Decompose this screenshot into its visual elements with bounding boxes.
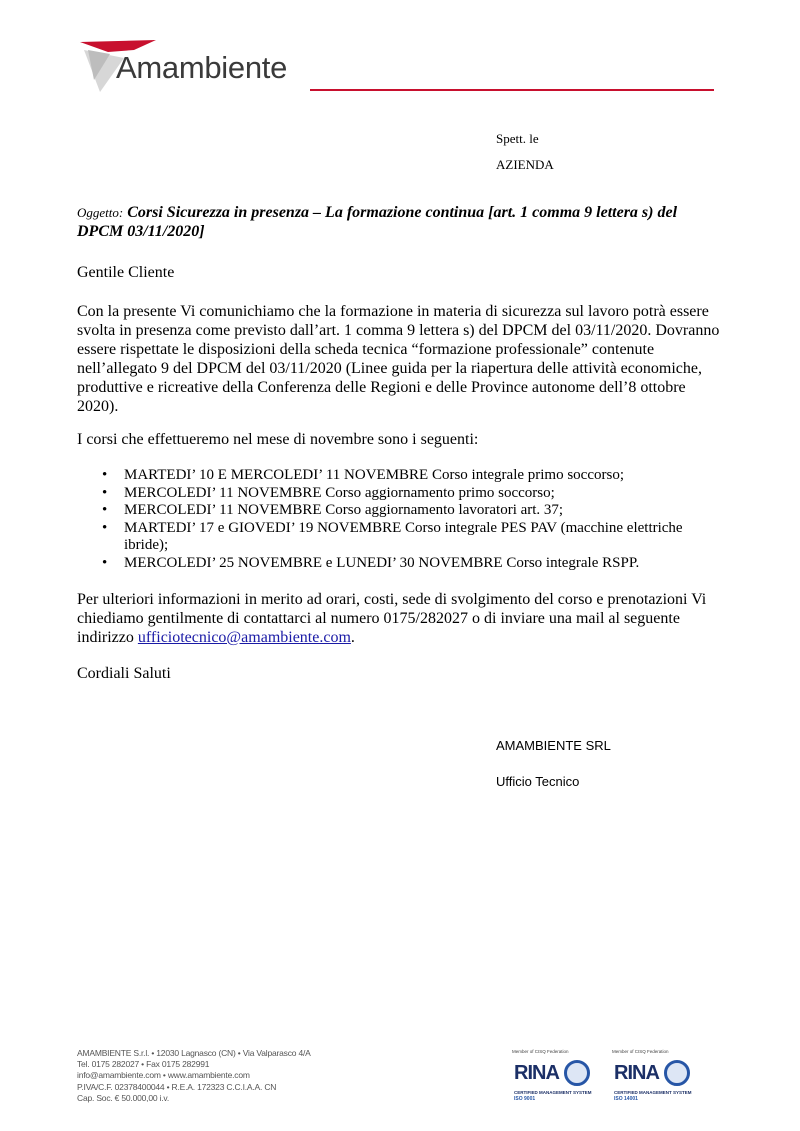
- email-link[interactable]: ufficiotecnico@amambiente.com: [137, 629, 351, 646]
- footer-line: Tel. 0175 282027 • Fax 0175 282991: [77, 1059, 210, 1070]
- course-list: [100, 467, 700, 572]
- list-item: • MARTEDI’ 10 E MERCOLEDI’ 11 NOVEMBRE Corso integrale primo soccorso;: [100, 467, 700, 485]
- company-logo: [78, 36, 718, 96]
- rina-logo: RINA: [514, 1061, 559, 1084]
- paragraph-2-end: .: [350, 629, 355, 646]
- certification-badge-iso9001: [512, 1049, 600, 1105]
- footer-contact: [77, 1048, 311, 1104]
- footer-line: info@amambiente.com • www.amambiente.com: [77, 1070, 250, 1081]
- list-item: • MERCOLEDI’ 11 NOVEMBRE Corso aggiornamento lavoratori art. 37;: [100, 502, 700, 520]
- list-item: • MARTEDI’ 17 e GIOVEDI’ 19 NOVEMBRE Corso integrale PES PAV (macchine elettriche ibride);: [100, 520, 700, 555]
- footer-line: AMAMBIENTE S.r.l. • 12030 Lagnasco (CN) • Via Valparasco 4/A: [77, 1048, 311, 1058]
- subject-line: [77, 203, 717, 241]
- signature-block: [496, 728, 611, 800]
- paragraph-1: Con la presente Vi comunichiamo che la formazione in materia di sicurezza sul lavoro potrà essere svolta in presenza come previsto dall’art. 1 comma 9 lettera s) del DPCM del 03/11/2020. Dovranno essere rispettate le disposizioni della scheda tecnica “formazione professionale” contenute nell’allegato 9 del DPCM del 03/11/2020 (Linee guida per la riapertura delle attività economiche, produttive e ricreative della Conferenza delle Regioni e delle Province autonome dell’8 ottobre 2020).: [77, 303, 720, 415]
- list-item: • MERCOLEDI’ 11 NOVEMBRE Corso aggiornamento primo soccorso;: [100, 485, 700, 503]
- certification-badge-iso14001: [612, 1049, 700, 1105]
- cert-member-text: Member of CISQ Federation: [612, 1049, 669, 1054]
- footer-line: P.IVA/C.F. 02378400044 • R.E.A. 172323 C.C.I.A.A. CN: [77, 1081, 277, 1092]
- greeting: Gentile Cliente: [77, 264, 175, 281]
- cert-standard: ISO 9001: [514, 1096, 536, 1102]
- cert-standard: ISO 14001: [614, 1096, 638, 1102]
- cert-member-text: Member of CISQ Federation: [512, 1049, 569, 1054]
- rina-logo: RINA: [614, 1061, 659, 1084]
- iqnet-ring-icon: [564, 1060, 590, 1086]
- signature-department: Ufficio Tecnico: [496, 774, 580, 789]
- logo-text: Amambiente: [116, 50, 288, 85]
- cert-label: CERTIFIED MANAGEMENT SYSTEM: [614, 1090, 692, 1095]
- paragraph-2-text: Per ulteriori informazioni in merito ad orari, costi, sede di svolgimento del corso e prenotazioni Vi chiediamo gentilmente di contattarci al numero 0175/282027 o di inviare una mail al seguente indirizzo: [77, 591, 707, 646]
- courses-intro: I corsi che effettueremo nel mese di novembre sono i seguenti:: [77, 431, 479, 448]
- signature-company: AMAMBIENTE SRL: [496, 738, 611, 753]
- iqnet-ring-icon: [664, 1060, 690, 1086]
- closing: Cordiali Saluti: [77, 665, 171, 682]
- header-rule: [310, 89, 714, 91]
- subject-text: Corsi Sicurezza in presenza – La formazione continua [art. 1 comma 9 lettera s) del DPCM 03/11/2020]: [77, 204, 678, 240]
- paragraph-2: [77, 590, 727, 647]
- cert-label: CERTIFIED MANAGEMENT SYSTEM: [514, 1090, 592, 1095]
- subject-label: Oggetto:: [77, 205, 124, 220]
- recipient-name: AZIENDA: [496, 157, 554, 172]
- recipient-salutation: Spett. le: [496, 131, 539, 146]
- footer-line: Cap. Soc. € 50.000,00 i.v.: [77, 1092, 169, 1103]
- recipient-block: [496, 126, 554, 178]
- list-item: • MERCOLEDI’ 25 NOVEMBRE e LUNEDI’ 30 NOVEMBRE Corso integrale RSPP.: [100, 555, 700, 573]
